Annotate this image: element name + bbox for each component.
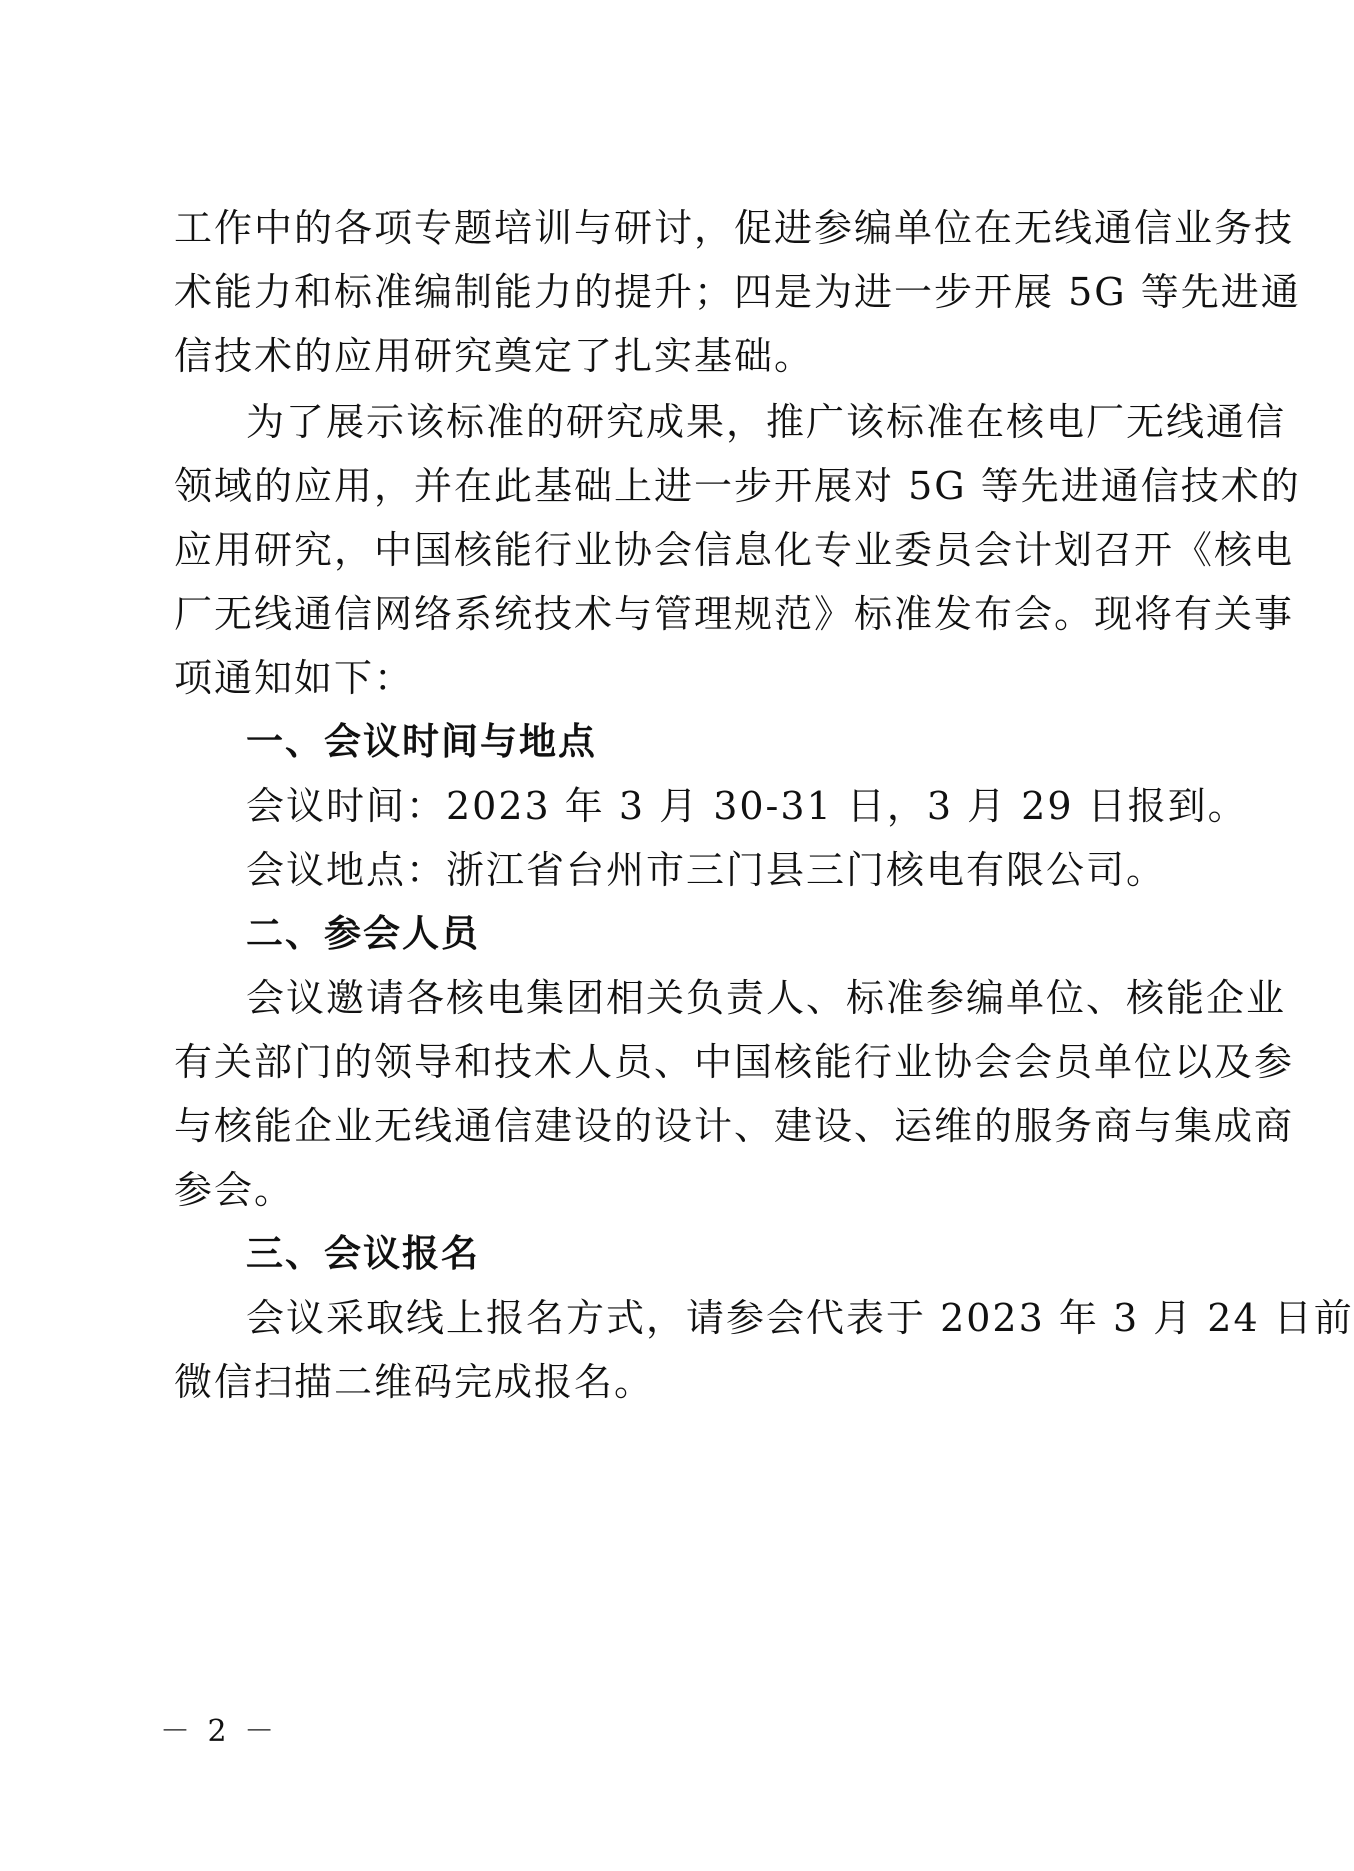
registration-line-1: 会议采取线上报名方式，请参会代表于 2023 年 3 月 24 日前 [246, 1296, 1354, 1340]
participants-line-3: 与核能企业无线通信建设的设计、建设、运维的服务商与集成商 [174, 1104, 1295, 1148]
participants-line-1: 会议邀请各核电集团相关负责人、标准参编单位、核能企业 [246, 976, 1287, 1020]
meeting-location: 会议地点：浙江省台州市三门县三门核电有限公司。 [246, 848, 1167, 892]
section3-heading: 三、会议报名 [246, 1232, 480, 1275]
meeting-time: 会议时间：2023 年 3 月 30-31 日，3 月 29 日报到。 [246, 784, 1248, 828]
page-number: － 2 － [160, 1714, 279, 1749]
paragraph-intro-line-1: 工作中的各项专题培训与研讨，促进参编单位在无线通信业务技 [174, 206, 1295, 250]
section1-heading: 一、会议时间与地点 [246, 720, 597, 763]
paragraph-purpose-line-1: 为了展示该标准的研究成果，推广该标准在核电厂无线通信 [246, 400, 1287, 444]
paragraph-intro-line-2: 术能力和标准编制能力的提升；四是为进一步开展 5G 等先进通 [174, 270, 1301, 314]
paragraph-purpose-line-4: 厂无线通信网络系统技术与管理规范》标准发布会。现将有关事 [174, 592, 1295, 636]
paragraph-purpose-line-5: 项通知如下： [174, 656, 415, 700]
paragraph-purpose-line-3: 应用研究，中国核能行业协会信息化专业委员会计划召开《核电 [174, 528, 1295, 572]
registration-line-2: 微信扫描二维码完成报名。 [174, 1360, 655, 1404]
paragraph-purpose-line-2: 领域的应用，并在此基础上进一步开展对 5G 等先进通信技术的 [174, 464, 1301, 508]
section2-heading: 二、参会人员 [246, 912, 480, 955]
paragraph-intro-line-3: 信技术的应用研究奠定了扎实基础。 [174, 334, 815, 378]
participants-line-2: 有关部门的领导和技术人员、中国核能行业协会会员单位以及参 [174, 1040, 1295, 1084]
participants-line-4: 参会。 [174, 1168, 295, 1212]
